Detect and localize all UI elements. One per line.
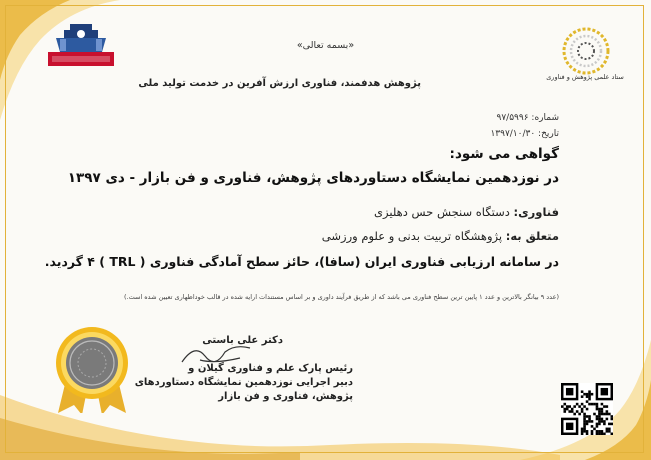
signatory-name: دکتر علی باستی <box>202 335 283 346</box>
org-caption: ستاد علمی پژوهش و فناوری <box>546 73 624 81</box>
letter-number: شماره: ۹۷/۵۹۹۶ <box>496 113 559 123</box>
letter-date: تاریخ: ۱۳۹۷/۱۰/۳۰ <box>490 129 559 139</box>
technology-line <box>374 205 559 219</box>
signatory-title <box>135 362 353 404</box>
signatory-title-line3: پژوهش، فناوری و فن بازار <box>218 391 353 402</box>
event-line: در نوزدهمین نمایشگاه دستاوردهای پژوهش، فناوری و فن بازار - دی ۱۳۹۷ <box>67 170 559 186</box>
signatory-title-line2: دبیر اجرایی نوزدهمین نمایشگاه دستاوردهای <box>134 377 353 388</box>
certificate-heading: گواهی می شود: <box>449 146 559 162</box>
owner-label: متعلق به: <box>505 229 559 243</box>
technology-value: دستگاه سنجش حس دهلیزی <box>374 205 510 219</box>
owner-line <box>322 229 559 243</box>
trl-note: (عدد ۹ بیانگر بالاترین و عدد ۱ پایین ترین سطح فناوری می باشد که از طریق فرآیند داوری و بر اساس مستندات ارایه شده در قالب خوداظهاری تعیین شده است.) <box>123 293 559 301</box>
owner-value: پژوهشگاه تربیت بدنی و علوم ورزشی <box>321 229 503 243</box>
result-line: در سامانه ارزیابی فناوری ایران (سافا)، حائز سطح آمادگی فناوری ( TRL ) ۴ گردید. <box>44 254 559 269</box>
basmala: «بسمه تعالی» <box>296 40 355 51</box>
qr-code-icon <box>561 383 613 435</box>
technology-label: فناوری: <box>513 205 559 219</box>
slogan: پژوهش هدفمند، فناوری ارزش آفرین در خدمت تولید ملی <box>138 78 421 89</box>
signatory-title-line1: رئیس پارک علم و فناوری گیلان و <box>188 363 353 374</box>
gold-seal-icon <box>48 325 136 413</box>
